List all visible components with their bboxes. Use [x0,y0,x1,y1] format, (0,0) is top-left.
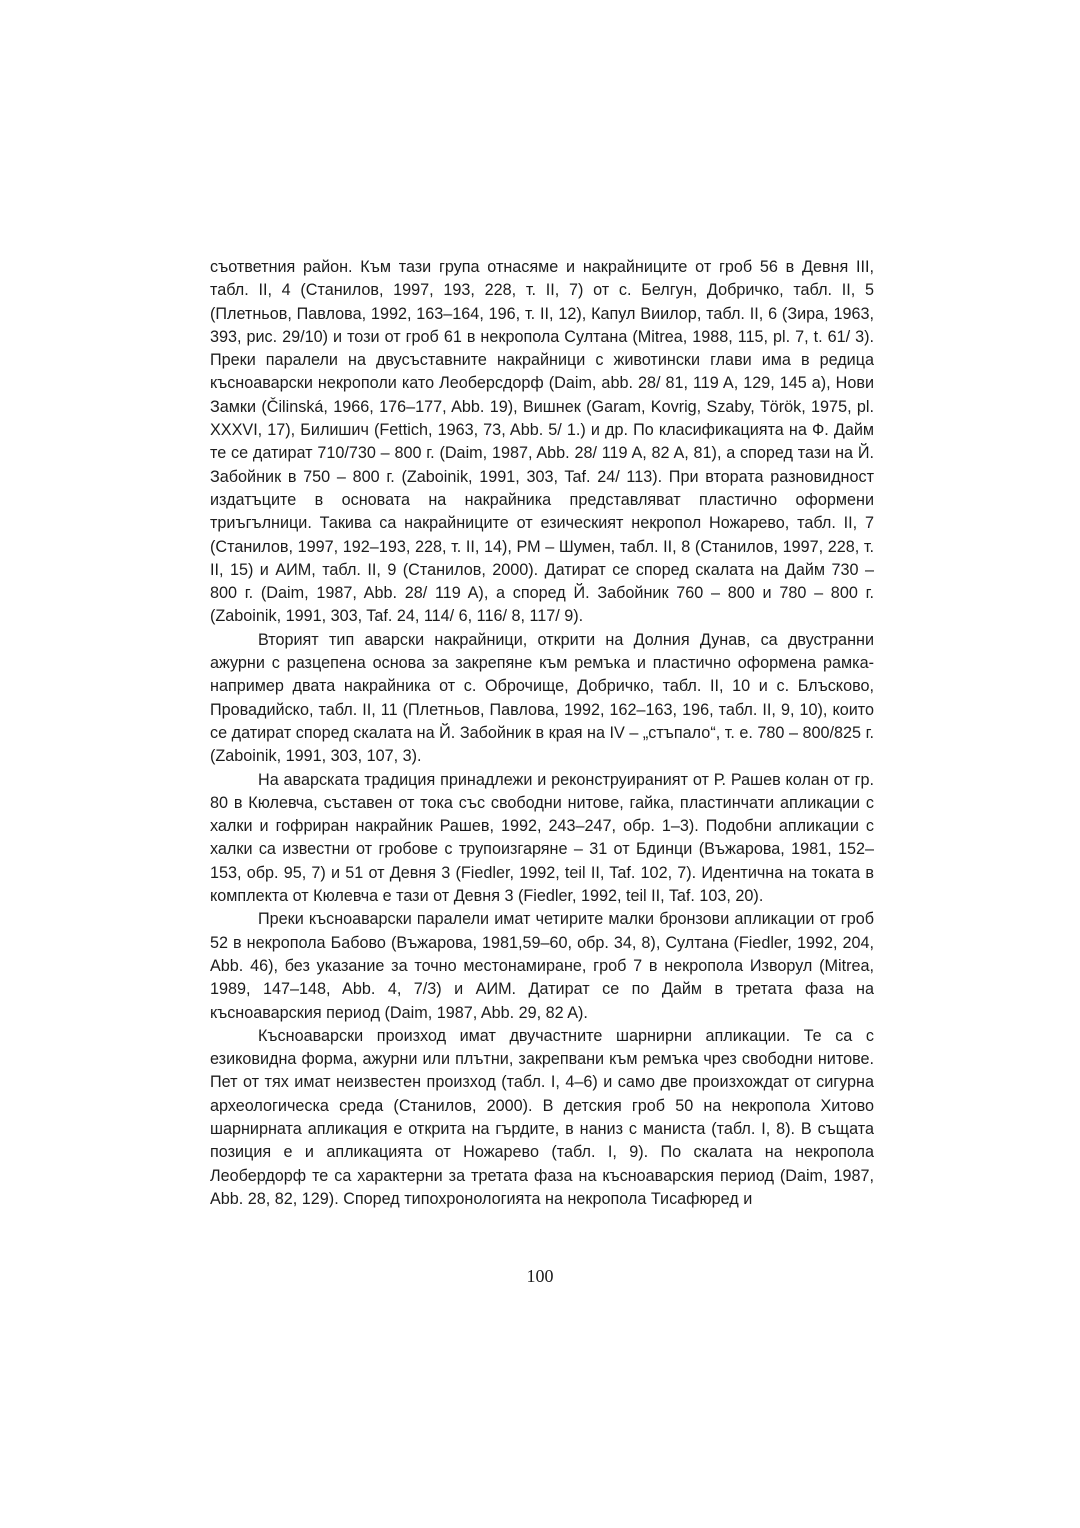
paragraph-2: Вторият тип аварски накрайници, открити на Долния Дунав, са двустранни ажурни с разцепена основа за закрепяне към ремъка и пластично оформена рамка-например двата накрайника от с. Оброчище, Добричко, табл. II, 10 и с. Блъсково, Провадийско, табл. II, 11 (Плетньов, Павлова, 1992, 162–163, 196, табл. II, 9, 10), които се датират според скалата на Й. Забойник в края на IV – „стъпало“, т. е. 780 – 800/825 г. (Zaboinik, 1991, 303, 107, 3). [210,630,874,766]
paragraph-3: На аварската традиция принадлежи и реконструираният от Р. Рашев колан от гр. 80 в Кюлевча, съставен от тока със свободни нитове, гайка, пластинчати апликации с халки и гофриран накрайник Рашев, 1992, 243–247, обр. 1–3). Подобни апликации с халки са известни от гробове с трупоизгаряне – 31 от Бдинци (Въжарова, 1981, 152–153, обр. 95, 7) и 51 от Девня 3 (Fiedler, 1992, teil II, Taf. 102, 7). Идентична на токата в комплекта от Кюлевча е тази от Девня 3 (Fiedler, 1992, teil II, Taf. 103, 20). [210,770,874,906]
body-text [210,256,874,1211]
page-number: 100 [526,1266,554,1286]
paragraph-4: Преки късноаварски паралели имат четирите малки бронзови апликации от гроб 52 в некропола Бабово (Въжарова, 1981,59–60, обр. 34, 8), Султана (Fiedler, 1992, 204, Abb. 46), без указание за точно местонамиране, гроб 7 в некропола Изворул (Mitrea, 1989, 147–148, Abb. 4, 7/3) и АИМ. Датират се по Дайм в третата фаза на късноаварския период (Daim, 1987, Abb. 29, 82 A). [210,910,874,1022]
paragraph-1: съответния район. Към тази група отнасяме и накрайниците от гроб 56 в Девня III, табл. II, 4 (Станилов, 1997, 193, 228, т. II, 7) от с. Белгун, Добричко, табл. II, 5 (Плетньов, Павлова, 1992, 163–164, 196, т. II, 12), Капул Виилор, табл. II, 6 (Зира, 1963, 393, рис. 29/10) и този от гроб 61 в некропола Султана (Mitrea, 1988, 115, pl. 7, t. 61/ 3). Преки паралели на двусъставните накрайници с животински глави има в редица късноаварски некрополи като Леоберсдорф (Daim, abb. 28/ 81, 119 A, 129, 145 a), Нови Замки (Čilinská, 1966, 176–177, Abb. 19), Вишнек (Garam, Kovrig, Szaby, Török, 1975, pl. XXXVI, 17), Билишич (Fettich, 1963, 73, Abb. 5/ 1.) и др. По класификацията на Ф. Дайм те се датират 710/730 – 800 г. (Daim, 1987, Abb. 28/ 119 A, 82 A, 81), а според тази на Й. Забойник в 750 – 800 г. (Zaboinik, 1991, 303, Taf. 24/ 113). При втората разновидност издатъците в основата на накрайника представляват пластично оформени триъгълници. Такива са накрайниците от езическият некропол Ножарево, табл. II, 7 (Станилов, 1997, 192–193, 228, т. II, 14), РМ – Шумен, табл. II, 8 (Станилов, 1997, 228, т. II, 15) и АИМ, табл. II, 9 (Станилов, 2000). Датират се според скалата на Дайм 730 – 800 г. (Daim, 1987, Abb. 28/ 119 A), а според Й. Забойник 760 – 800 и 780 – 800 г. (Zaboinik, 1991, 303, Taf. 24, 114/ 6, 116/ 8, 117/ 9). [210,258,874,626]
paragraph-5: Късноаварски произход имат двучастните шарнирни апликации. Те са с езиковидна форма, ажурни или плътни, закрепвани към ремъка чрез свободни нитове. Пет от тях имат неизвестен произход (табл. I, 4–6) и само две произхождат от сигурна археологическа среда (Станилов, 2000). В детския гроб 50 на некропола Хитово шарнирната апликация е открита на гърдите, в наниз с маниста (табл. I, 8). В същата позиция е и апликацията от Ножарево (табл. I, 9). По скалата на некропола Леобердорф те са характерни за третата фаза на късноаварския период (Daim, 1987, Abb. 28, 82, 129). Според типохронологията на некропола Тисафюред и [210,1026,874,1208]
